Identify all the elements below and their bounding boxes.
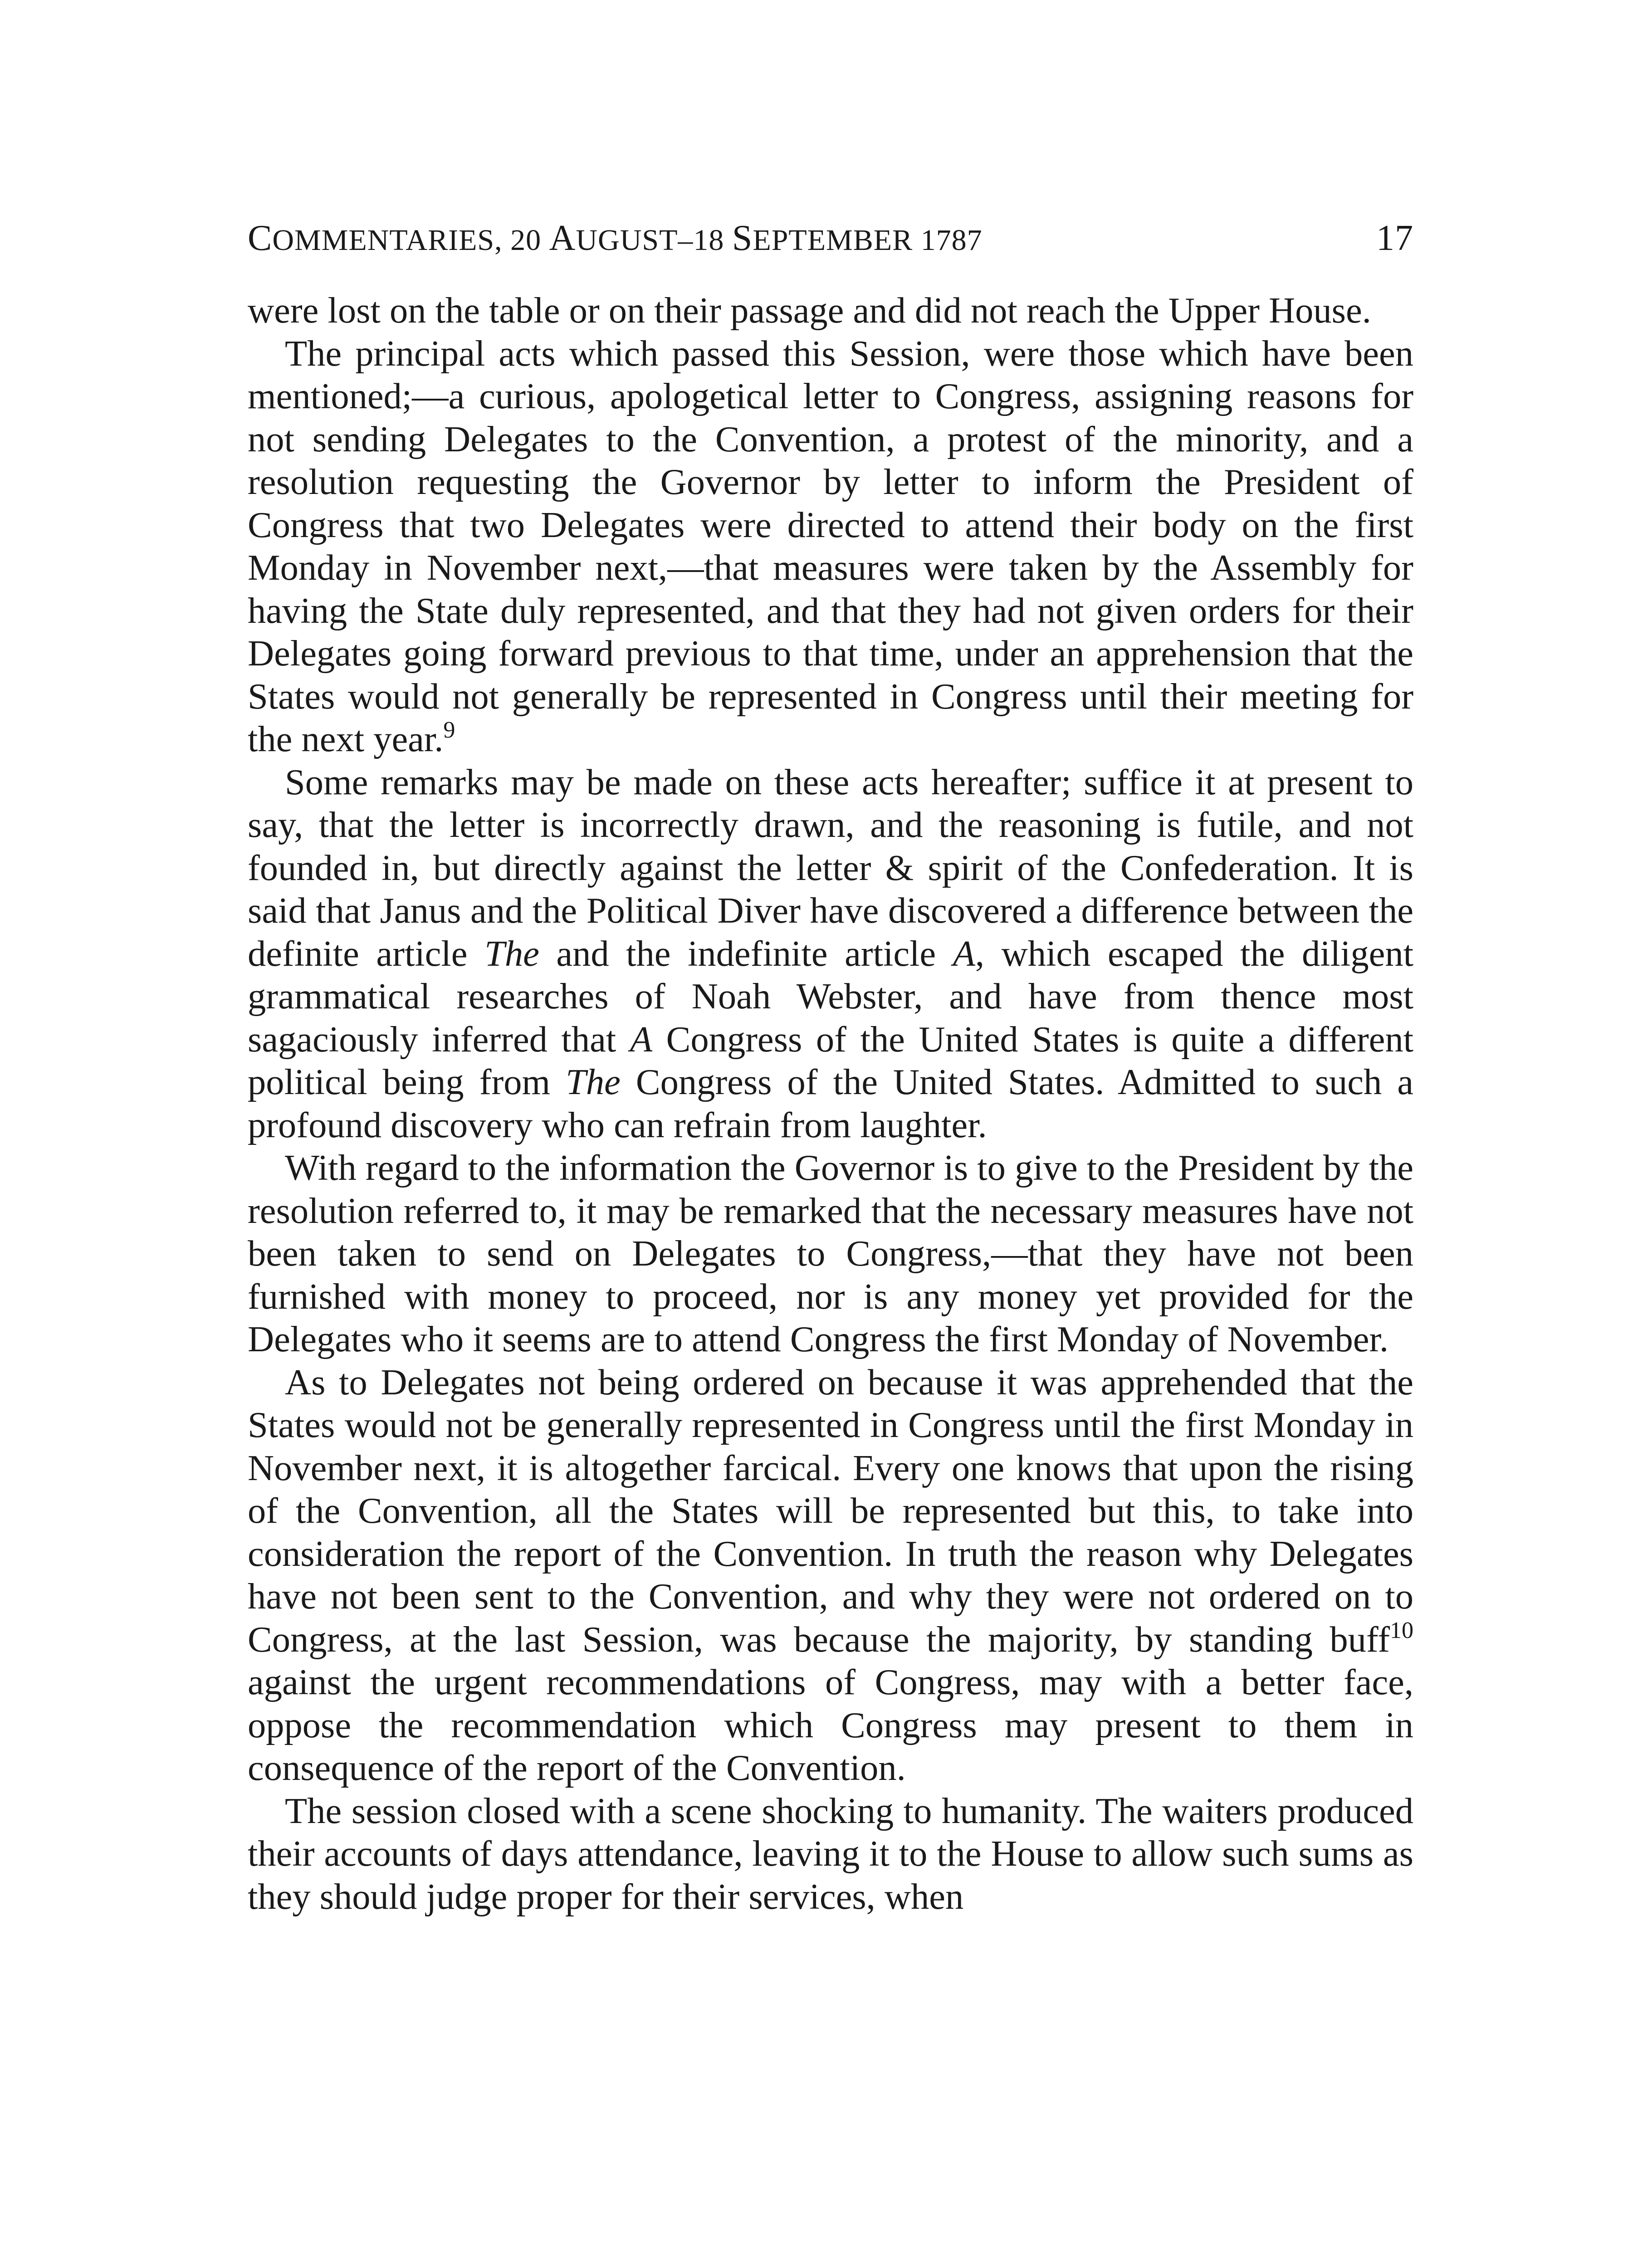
text-segment: The session closed with a scene shocking to humanity. The waiters produced their accounts of days attendance, leaving it to the House to allow such sums as they should judge proper for their services, when [248, 1790, 1413, 1917]
text-segment: With regard to the information the Governor is to give to the President by the resolution referred to, it may be remarked that the necessary measures have not been taken to send on Delegates to Congress,—that they have not been furnished with money to proceed, nor is any money yet provided for the Delegates who it seems are to attend Congress the first Monday of November. [248, 1148, 1413, 1359]
text-segment: , which escaped the diligent grammatical researches of Noah Webster, and have from thence most sagaciously inferred that [248, 933, 1413, 1060]
page-number: 17 [1376, 218, 1413, 258]
text-segment: Congress of the United States. Admitted to such a profound discovery who can refrain from laughter. [248, 1062, 1413, 1145]
italic-text: A [953, 933, 975, 974]
text-segment: As to Delegates not being ordered on because it was apprehended that the States would not be generally represented in Congress until the first Monday in November next, it is altogether farcical. Every one knows that upon the rising of the Convention, all the States will be represented but this, to take into consideration the report of the Convention. In truth the reason why Delegates have not been sent to the Convention, and why they were not ordered on to Congress, at the last Session, was because the majority, by standing buff [248, 1362, 1413, 1660]
running-head-part: S [732, 218, 753, 258]
running-head-part: OMMENTARIES, 20 [272, 224, 549, 257]
body-text [248, 289, 1413, 1918]
italic-text: The [484, 933, 539, 974]
text-segment: Congress of the United States is quite a different political being from [248, 1019, 1413, 1102]
text-segment: The principal acts which passed this Session, were those which have been mentioned;—a curious, apologetical letter to Congress, assigning reasons for not sending Delegates to the Convention, a protest of the minority, and a resolution requesting the Governor by letter to inform the President of Congress that two Delegates were directed to attend their body on the first Monday in November next,—that measures were taken by the Assembly for having the State duly represented, and that they had not given orders for their Delegates going forward previous to that time, under an apprehension that the States would not generally be represented in Congress until their meeting for the next year. [248, 333, 1413, 759]
italic-text: A [630, 1019, 653, 1060]
paragraph [248, 1790, 1413, 1919]
footnote-reference: 10 [1390, 1617, 1413, 1643]
running-head-part: A [549, 218, 576, 258]
paragraph [248, 332, 1413, 761]
text-segment: and the indefinite article [539, 933, 953, 974]
text-segment: were lost on the table or on their passage and did not reach the Upper House. [248, 290, 1371, 331]
italic-text: The [566, 1062, 621, 1102]
paragraph [248, 289, 1413, 332]
running-head-part: C [248, 218, 273, 258]
page-header [248, 213, 1413, 263]
text-segment: Some remarks may be made on these acts hereafter; suffice it at present to say, that the letter is incorrectly drawn, and the reasoning is futile, and not founded in, but directly against the letter & spirit of the Confederation. It is said that Janus and the Political Diver have discovered a difference between the definite article [248, 762, 1413, 974]
paragraph [248, 761, 1413, 1147]
footnote-reference: 9 [443, 717, 455, 743]
paragraph [248, 1361, 1413, 1790]
running-head [248, 213, 983, 265]
paragraph [248, 1147, 1413, 1361]
running-head-part: EPTEMBER 1787 [753, 224, 983, 257]
running-head-part: UGUST–18 [576, 224, 732, 257]
text-segment: against the urgent recommendations of Congress, may with a better face, oppose the recommendation which Congress may present to them in consequence of the report of the Convention. [248, 1662, 1413, 1788]
